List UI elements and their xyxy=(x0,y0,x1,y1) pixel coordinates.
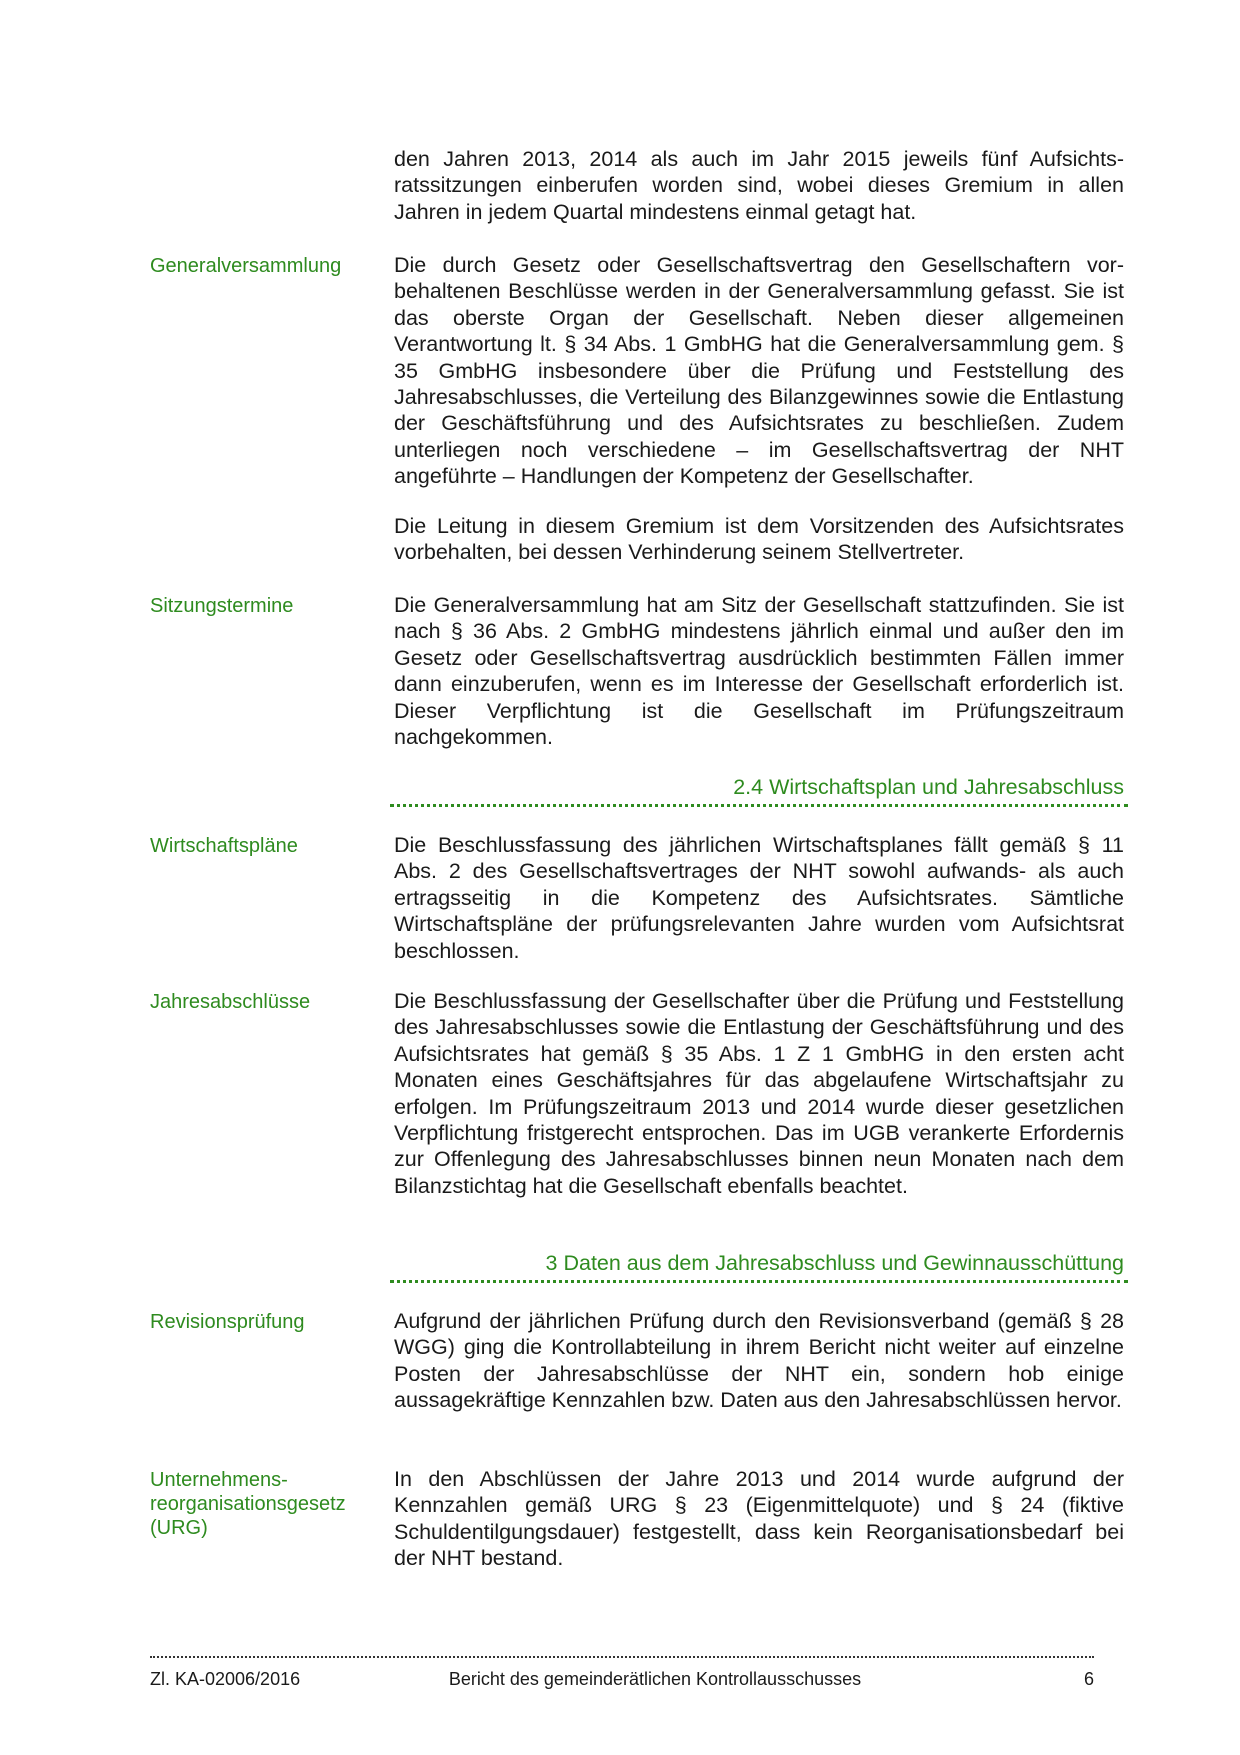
paragraph-generalversammlung-2: Die Leitung in diesem Gremium ist dem Vorsitzenden des Aufsichtsrates vorbehalten, bei dessen Verhinderung seinem Stellvertreter. xyxy=(394,514,1124,565)
margin-label-generalversammlung: Generalversammlung xyxy=(150,255,342,277)
margin-label-urg-line-1: Unternehmens- xyxy=(150,1469,288,1491)
paragraph-wirtschaftsplaene: Die Beschlussfassung des jährlichen Wirtschaftsplanes fällt gemäß § 11 Abs. 2 des Gesellschaftsvertrages der NHT sowohl aufwands- als auch ertragsseitig in die Kompetenz des Aufsichtsrates. Sämtliche Wirtschaftspläne der prüfungsrelevanten Jahre wurden vom Aufsichtsrat beschlossen. xyxy=(394,833,1124,963)
paragraph-urg: In den Abschlüssen der Jahre 2013 und 2014 wurde aufgrund der Kennzahlen gemäß URG § 23 (Eigenmittelquote) und § 24 (fiktive Schuldentilgungsdauer) festgestellt, dass kein Reorganisationsbedarf bei der NHT bestand. xyxy=(394,1467,1124,1571)
heading-divider xyxy=(390,1280,1128,1283)
footer-divider xyxy=(150,1656,1094,1658)
footer-title: Bericht des gemeinderätlichen Kontrollausschusses xyxy=(448,1669,862,1689)
margin-label-urg xyxy=(150,1468,360,1540)
section-heading-3: 3 Daten aus dem Jahresabschluss und Gewinnausschüttung xyxy=(545,1251,1124,1275)
heading-divider xyxy=(390,804,1128,807)
paragraph-intro: den Jahren 2013, 2014 als auch im Jahr 2015 jeweils fünf Aufsichtsratssitzungen einberufen worden sind, wobei dieses Gremium in allen Jahren in jedem Quartal mindestens einmal getagt hat. xyxy=(394,147,1124,224)
margin-label-wirtschaftsplaene: Wirtschaftspläne xyxy=(150,835,298,857)
section-heading-2-4: 2.4 Wirtschaftsplan und Jahresabschluss xyxy=(733,775,1124,799)
paragraph-revisionspruefung: Aufgrund der jährlichen Prüfung durch den Revisionsverband (gemäß § 28 WGG) ging die Kontrollabteilung in ihrem Bericht nicht weiter auf einzelne Posten der Jahresabschlüsse der NHT ein, sondern hob einige aussagekräftige Kennzahlen bzw. Daten aus den Jahresabschlüssen hervor. xyxy=(394,1309,1124,1413)
margin-label-revisionspruefung: Revisionsprüfung xyxy=(150,1311,305,1333)
margin-label-jahresabschluesse: Jahresabschlüsse xyxy=(150,991,311,1013)
paragraph-sitzungstermine: Die Generalversammlung hat am Sitz der Gesellschaft stattzufinden. Sie ist nach § 36 Abs. 2 GmbHG mindestens jährlich einmal und außer den im Gesetz oder Gesellschaftsvertrag ausdrücklich bestimmten Fällen immer dann einzuberufen, wenn es im Interesse der Gesellschaft erforderlich ist. Dieser Verpflichtung ist die Gesellschaft im Prüfungszeitraum nachgekommen. xyxy=(394,593,1124,750)
footer-reference: Zl. KA-02006/2016 xyxy=(150,1669,301,1689)
footer-page-number: 6 xyxy=(1083,1669,1094,1689)
paragraph-jahresabschluesse: Die Beschlussfassung der Gesellschafter über die Prüfung und Feststellung des Jahresabschlusses sowie die Entlastung der Geschäftsführung und des Aufsichtsrates hat gemäß § 35 Abs. 1 Z 1 GmbHG in den ersten acht Monaten eines Geschäftsjahres für das abgelaufene Wirtschaftsjahr zu erfolgen. Im Prüfungszeitraum 2013 und 2014 wurde dieser gesetzlichen Verpflichtung fristgerecht entsprochen. Das im UGB verankerte Erfordernis zur Offenlegung des Jahresabschlusses binnen neun Monaten nach dem Bilanzstichtag hat die Gesellschaft ebenfalls beachtet. xyxy=(394,989,1124,1198)
margin-label-urg-line-3: (URG) xyxy=(150,1517,208,1539)
paragraph-generalversammlung-1: Die durch Gesetz oder Gesellschaftsvertrag den Gesellschaftern vorbehaltenen Beschlüsse werden in der Generalversammlung gefasst. Sie ist das oberste Organ der Gesellschaft. Neben dieser allgemeinen Verantwortung lt. § 34 Abs. 1 GmbHG hat die Generalversammlung gem. § 35 GmbHG insbesondere über die Prüfung und Feststellung des Jahresabschlusses, die Verteilung des Bilanzgewinnes sowie die Entlastung der Geschäftsführung und des Aufsichtsrates zu beschließen. Zudem unterliegen noch verschiedene – im Gesellschaftsvertrag der NHT angeführte – Handlungen der Kompetenz der Gesellschafter. xyxy=(394,253,1124,489)
margin-label-sitzungstermine: Sitzungstermine xyxy=(150,595,294,617)
margin-label-urg-line-2: reorganisationsgesetz xyxy=(150,1493,346,1515)
